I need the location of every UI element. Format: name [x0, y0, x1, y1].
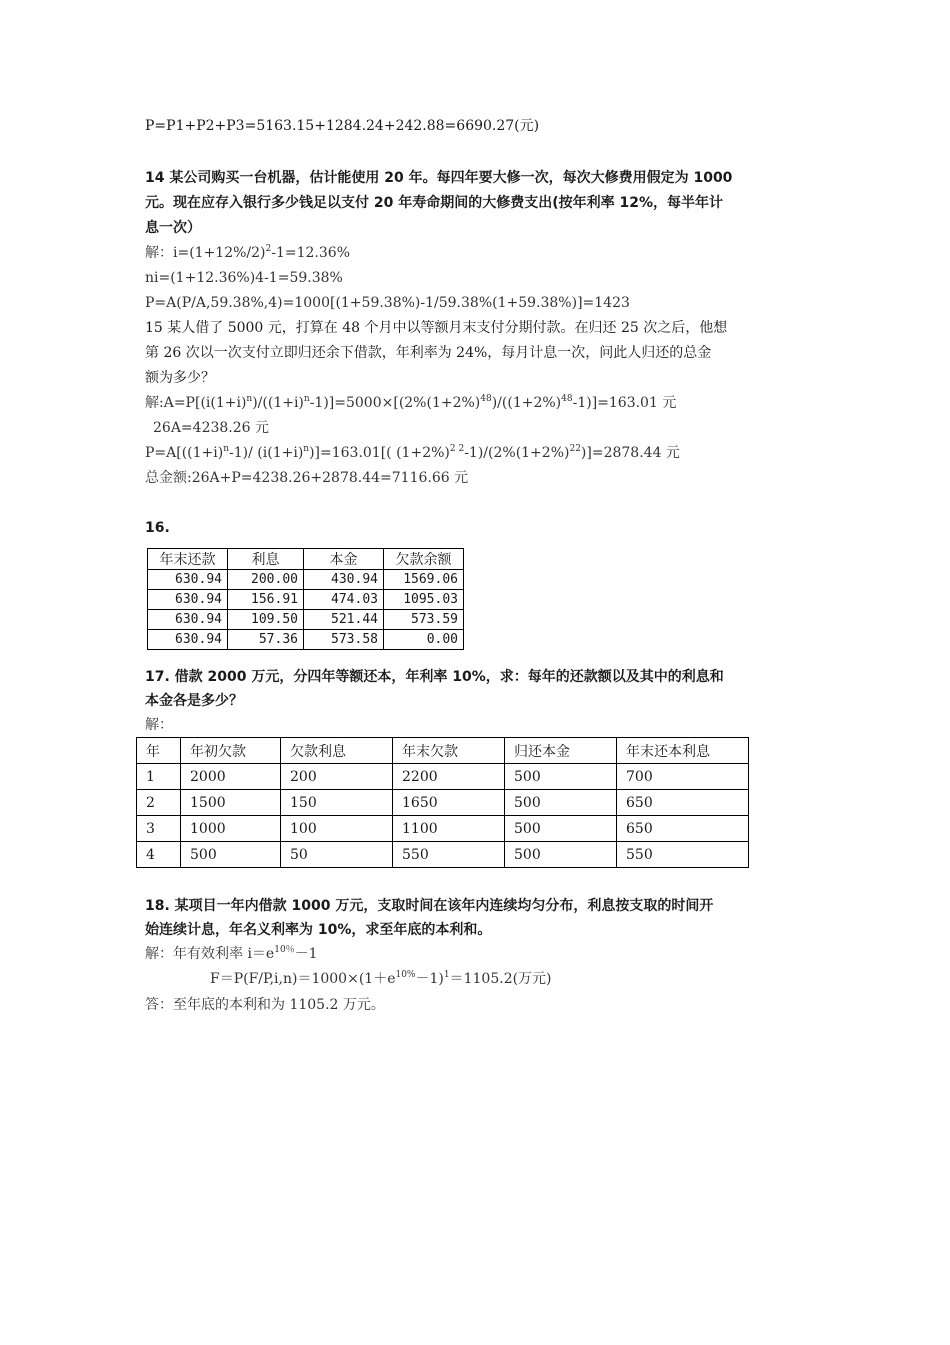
- table-cell: 100: [281, 816, 393, 842]
- q18-solution-2: [210, 970, 552, 988]
- p-total-line: P=P1+P2+P3=5163.15+1284.24+242.88=6690.27(元): [145, 118, 540, 134]
- table-header-cell: 年初欠款: [181, 738, 281, 764]
- q18-s2-c: ＝1105.2(万元): [449, 971, 552, 987]
- q18-s2-b: －1): [415, 971, 444, 987]
- table-header-row: [137, 738, 749, 764]
- table-cell: 500: [505, 764, 617, 790]
- q15-a4-sup: 48: [561, 394, 573, 404]
- table-cell: 200.00: [228, 570, 304, 590]
- table-cell: 573.58: [304, 630, 384, 650]
- table-header-cell: 本金: [304, 549, 384, 570]
- q18-s1-a: 解：年有效利率 i＝e: [145, 946, 275, 962]
- table-cell: 700: [617, 764, 749, 790]
- q17-line-1: 17. 借款 2000 万元，分四年等额还本，年利率 10%，求：每年的还款额以及其中的利息和: [145, 669, 724, 685]
- table-header-cell: 利息: [228, 549, 304, 570]
- table-cell: 1650: [393, 790, 505, 816]
- table-cell: 630.94: [148, 590, 228, 610]
- table-cell: 500: [181, 842, 281, 868]
- table-row: [137, 790, 749, 816]
- table-cell: 550: [393, 842, 505, 868]
- table-cell: 1500: [181, 790, 281, 816]
- q14-sol1-b: -1=12.36%: [271, 245, 350, 261]
- table-header-cell: 年末还本利息: [617, 738, 749, 764]
- table-header-cell: 欠款余额: [384, 549, 464, 570]
- table-header-row: [148, 549, 464, 570]
- q18-s2-a: F＝P(F/P,i,n)＝1000×(1＋e: [210, 971, 396, 987]
- q15-c3-sup: 2 2: [449, 444, 465, 454]
- table-row: [148, 610, 464, 630]
- table-cell: 630.94: [148, 610, 228, 630]
- table-cell: 2000: [181, 764, 281, 790]
- table-cell: 550: [617, 842, 749, 868]
- q15-line-1: 15 某人借了 5000 元，打算在 48 个月中以等额月末支付分期付款。在归还 25 次之后，他想: [145, 320, 728, 336]
- q15-a5: -1)]=163.01 元: [572, 395, 677, 411]
- q15-line-3: 额为多少？: [145, 370, 215, 386]
- q15-a1-sup: n: [246, 394, 253, 404]
- table-row: [148, 630, 464, 650]
- q18-s1-sup: 10％: [274, 945, 295, 955]
- q15-c2-sup: n: [303, 444, 310, 454]
- q18-s2-sup2: 1: [443, 970, 450, 980]
- q15-c1-sup: n: [223, 444, 230, 454]
- table-cell: 156.91: [228, 590, 304, 610]
- q15-line-2: 第 26 次以一次支付立即归还余下借款，年利率为 24%，每月计息一次，问此人归还的总金: [145, 345, 712, 361]
- q18-answer: 答：至年底的本利和为 1105.2 万元。: [145, 997, 385, 1013]
- q15-c4: -1)/(2%(1+2%): [464, 445, 570, 461]
- q18-solution-1: [145, 945, 318, 963]
- table-row: [137, 816, 749, 842]
- q15-a2-sup: n: [303, 394, 310, 404]
- table-cell: 500: [505, 816, 617, 842]
- q14-line-1: 14 某公司购买一台机器，估计能使用 20 年。每四年要大修一次，每次大修费用假定为 1000: [145, 170, 733, 186]
- q15-total-line: 总金额:26A+P=4238.26+2878.44=7116.66 元: [145, 470, 469, 486]
- table-cell: 1: [137, 764, 181, 790]
- table-cell: 630.94: [148, 570, 228, 590]
- table-cell: 573.59: [384, 610, 464, 630]
- table-header-cell: 欠款利息: [281, 738, 393, 764]
- q15-a3-sup: 48: [480, 394, 492, 404]
- table-cell: 3: [137, 816, 181, 842]
- q18-line-2: 始连续计息，年名义利率为 10%，求至年底的本利和。: [145, 922, 492, 938]
- q14-solution-2: ni=(1+12.36%)4-1=59.38%: [145, 270, 343, 286]
- table-row: [137, 842, 749, 868]
- table-cell: 500: [505, 790, 617, 816]
- q17-line-2: 本金各是多少？: [145, 693, 243, 709]
- table-cell: 650: [617, 816, 749, 842]
- table-header-cell: 年: [137, 738, 181, 764]
- q14-line-3: 息一次）: [145, 220, 201, 236]
- table-cell: 474.03: [304, 590, 384, 610]
- table-cell: 0.00: [384, 630, 464, 650]
- q15-c1: P=A[((1+i): [145, 445, 224, 461]
- table-cell: 1569.06: [384, 570, 464, 590]
- table-cell: 2: [137, 790, 181, 816]
- table-cell: 430.94: [304, 570, 384, 590]
- q14-solution-1: [145, 244, 350, 262]
- table-cell: 630.94: [148, 630, 228, 650]
- q18-s2-sup1: 10%: [395, 970, 416, 980]
- q15-26a-line: 26A=4238.26 元: [153, 420, 269, 436]
- table-cell: 500: [505, 842, 617, 868]
- q15-a4: )/((1+2%): [491, 395, 562, 411]
- q15-a2: )/((1+i): [252, 395, 304, 411]
- q15-c5: )]=2878.44 元: [580, 445, 680, 461]
- table-cell: 1095.03: [384, 590, 464, 610]
- table-header-cell: 年末欠款: [393, 738, 505, 764]
- table-cell: 1100: [393, 816, 505, 842]
- table-header-cell: 年末还款: [148, 549, 228, 570]
- q15-a3: -1)]=5000×[(2%(1+2%): [309, 395, 481, 411]
- q14-sol1-sup: 2: [265, 244, 272, 254]
- table-cell: 150: [281, 790, 393, 816]
- table-cell: 50: [281, 842, 393, 868]
- q17-table: [136, 737, 749, 868]
- q14-sol1-a: 解：i=(1+12%/2): [145, 245, 266, 261]
- table-header-cell: 归还本金: [505, 738, 617, 764]
- table-cell: 650: [617, 790, 749, 816]
- q15-a1: 解:A=P[(i(1+i): [145, 395, 247, 411]
- q16-label: 16.: [145, 520, 170, 536]
- q17-solution-label: 解：: [145, 717, 173, 733]
- table-cell: 2200: [393, 764, 505, 790]
- table-row: [148, 570, 464, 590]
- q15-c2: -1)/ (i(1+i): [229, 445, 304, 461]
- table-row: [137, 764, 749, 790]
- table-cell: 1000: [181, 816, 281, 842]
- table-cell: 57.36: [228, 630, 304, 650]
- table-cell: 109.50: [228, 610, 304, 630]
- q14-solution-3: P=A(P/A,59.38%,4)=1000[(1+59.38%)-1/59.38%(1+59.38%)]=1423: [145, 295, 630, 311]
- table-cell: 521.44: [304, 610, 384, 630]
- q16-table: [147, 548, 464, 650]
- q15-formula-p: [145, 444, 680, 462]
- q18-line-1: 18. 某项目一年内借款 1000 万元，支取时间在该年内连续均匀分布，利息按支取的时间开: [145, 898, 714, 914]
- table-cell: 4: [137, 842, 181, 868]
- q18-s1-b: －1: [294, 946, 318, 962]
- table-row: [148, 590, 464, 610]
- q15-c4-sup: 22: [569, 444, 581, 454]
- table-cell: 200: [281, 764, 393, 790]
- q15-c3: )]=163.01[( (1+2%): [309, 445, 450, 461]
- q15-formula-a: [145, 394, 676, 412]
- q14-line-2: 元。现在应存入银行多少钱足以支付 20 年寿命期间的大修费支出(按年利率 12%，每半年计: [145, 195, 724, 211]
